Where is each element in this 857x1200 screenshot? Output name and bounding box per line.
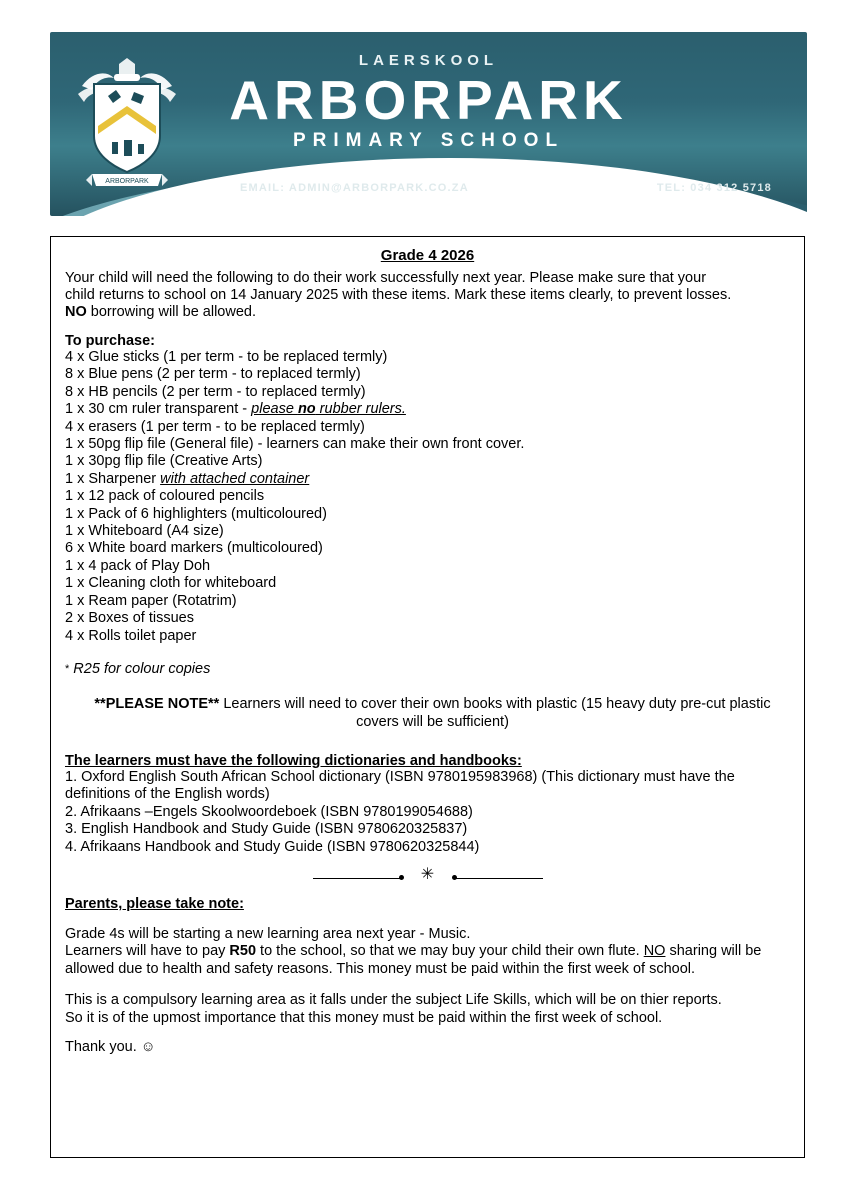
list-item: 3. English Handbook and Study Guide (ISBN 9780620325837) xyxy=(65,821,468,838)
purchase-heading: To purchase: xyxy=(65,333,155,349)
closing-thanks: Thank you. ☺ xyxy=(65,1038,156,1055)
letterhead-subtitle: PRIMARY SCHOOL xyxy=(292,130,565,151)
divider-star-icon: ✳ xyxy=(420,865,435,883)
svg-text:ARBORPARK: ARBORPARK xyxy=(105,178,149,185)
dictionary-heading: The learners must have the following dictionaries and handbooks: xyxy=(65,752,522,769)
list-item-text: 1 x Sharpener xyxy=(65,470,161,487)
dictionary-list xyxy=(61,769,794,856)
list-item: 6 x White board markers (multicoloured) xyxy=(65,540,323,557)
music-line-2b: to the school, so that we may buy your child their own flute. xyxy=(256,943,644,960)
ruler-emphasis-c: rubber rulers. xyxy=(315,401,406,418)
purchase-list xyxy=(61,349,794,645)
music-line-2c: sharing will be allowed due to health and safety reasons. This money must be paid within the first week of school. xyxy=(65,943,762,977)
intro-line-2: child returns to school on 14 January 2025 with these items. Mark these items clearly, to prevent losses. xyxy=(65,287,732,303)
divider-line-left xyxy=(313,878,401,879)
page-title: Grade 4 2026 xyxy=(380,247,475,264)
letter-body xyxy=(50,236,805,1158)
school-letterhead xyxy=(50,32,807,216)
list-item xyxy=(65,401,790,418)
divider-line-right xyxy=(455,878,543,879)
colour-copies-note xyxy=(61,661,794,677)
compulsory-line-2: So it is of the upmost importance that this money must be paid within the first week of school. xyxy=(65,1009,663,1026)
please-note-block xyxy=(61,695,794,731)
list-item: 1. Oxford English South African School dictionary (ISBN 9780195983968) (This dictionary must have the definitions of the English words) xyxy=(65,768,735,803)
letterhead-school-name: ARBORPARK xyxy=(229,69,628,131)
list-item: 1 x Pack of 6 highlighters (multicoloured) xyxy=(65,505,327,522)
compulsory-line-1: This is a compulsory learning area as it falls under the subject Life Skills, which will be on thier reports. xyxy=(65,992,722,1009)
intro-no-emphasis: NO xyxy=(65,304,87,320)
list-item: 4. Afrikaans Handbook and Study Guide (ISBN 9780620325844) xyxy=(65,838,480,855)
list-item: 1 x 50pg flip file (General file) - learners can make their own front cover. xyxy=(65,436,525,453)
list-item: 8 x HB pencils (2 per term - to replaced termly) xyxy=(65,383,366,400)
list-item: 1 x 30pg flip file (Creative Arts) xyxy=(65,453,263,470)
list-item: 1 x 12 pack of coloured pencils xyxy=(65,488,265,505)
compulsory-paragraph xyxy=(61,992,794,1027)
list-item: 2 x Boxes of tissues xyxy=(65,610,194,627)
list-item: 2. Afrikaans –Engels Skoolwoordeboek (ISBN 9780199054688) xyxy=(65,803,473,820)
divider-dot-left xyxy=(399,875,404,880)
intro-line-1: Your child will need the following to do their work successfully next year. Please make sure that your xyxy=(65,270,707,286)
music-no-emphasis: NO xyxy=(643,943,666,960)
letterhead-telephone: TEL: 034 312 5718 xyxy=(656,182,772,194)
letterhead-laerskool: LAERSKOOL xyxy=(358,52,499,69)
list-item: 8 x Blue pens (2 per term - to replaced termly) xyxy=(65,366,361,383)
music-fee-amount: R50 xyxy=(229,943,257,960)
music-line-1: Grade 4s will be starting a new learning area next year - Music. xyxy=(65,925,471,942)
intro-paragraph xyxy=(61,270,794,321)
intro-line-3: borrowing will be allowed. xyxy=(86,304,256,320)
list-item: 1 x Cleaning cloth for whiteboard xyxy=(65,575,277,592)
list-item-text: 1 x 30 cm ruler transparent - xyxy=(65,401,252,418)
please-note-lead: **PLEASE NOTE** xyxy=(94,695,220,712)
colour-copies-text: R25 for colour copies xyxy=(69,660,211,677)
list-item: 4 x erasers (1 per term - to be replaced termly) xyxy=(65,418,365,435)
parents-note-heading: Parents, please take note: xyxy=(65,895,244,912)
asterisk-icon: * xyxy=(65,662,70,675)
list-item: 1 x Whiteboard (A4 size) xyxy=(65,523,224,540)
please-note-body: Learners will need to cover their own books with plastic (15 heavy duty pre-cut plastic covers will be sufficient) xyxy=(219,695,771,730)
music-paragraph xyxy=(61,926,794,978)
list-item xyxy=(65,471,790,488)
ruler-emphasis-a: please xyxy=(251,401,298,418)
list-item: 4 x Glue sticks (1 per term - to be replaced termly) xyxy=(65,349,388,365)
music-line-2a: Learners will have to pay xyxy=(65,943,230,960)
ruler-emphasis-no: no xyxy=(297,401,316,418)
list-item: 1 x 4 pack of Play Doh xyxy=(65,557,211,574)
ornamental-divider xyxy=(313,865,543,886)
sharpener-emphasis: with attached container xyxy=(160,470,310,487)
list-item: 4 x Rolls toilet paper xyxy=(65,627,197,644)
letterhead-email: EMAIL: ADMIN@ARBORPARK.CO.ZA xyxy=(240,182,469,194)
list-item: 1 x Ream paper (Rotatrim) xyxy=(65,592,237,609)
school-crest-icon xyxy=(72,50,182,190)
